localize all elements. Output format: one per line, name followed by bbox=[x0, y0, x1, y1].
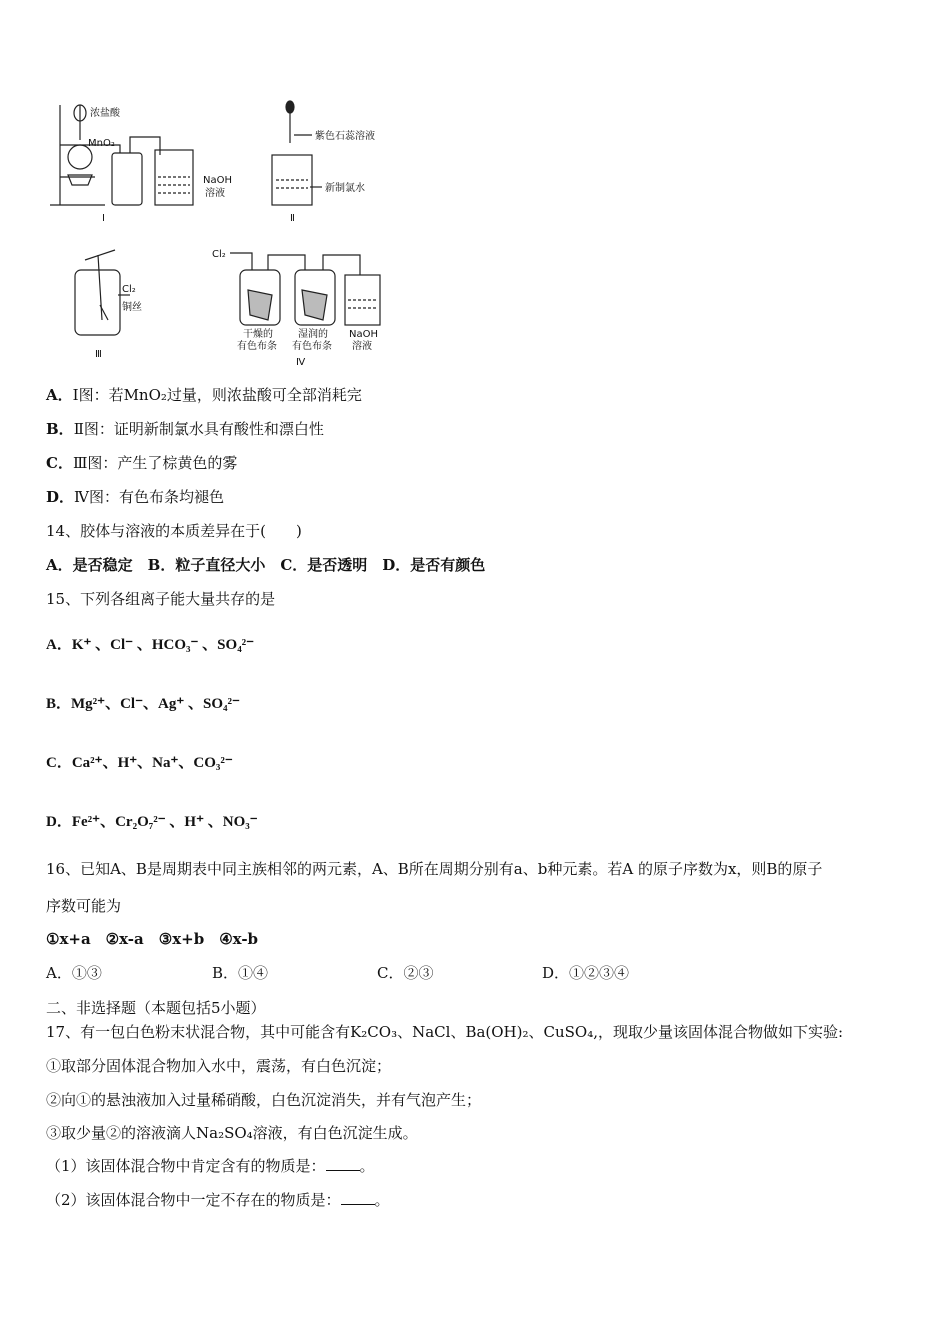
fig2-numeral: Ⅱ bbox=[290, 213, 295, 224]
fig3-label-cl2: Cl₂ bbox=[122, 284, 136, 295]
section-2-heading: 二、非选择题（本题包括5小题） bbox=[46, 999, 266, 1017]
q15-stem: 15、下列各组离子能大量共存的是 bbox=[46, 590, 276, 608]
fig1-label-naoh: NaOH bbox=[203, 175, 232, 186]
q13-option-d: D．Ⅳ图：有色布条均褪色 bbox=[46, 488, 225, 506]
fig2-label-litmus: 紫色石蕊溶液 bbox=[315, 131, 375, 142]
fig1-label-hcl: 浓盐酸 bbox=[90, 108, 120, 119]
q16-option-d: D．①②③④ bbox=[542, 964, 630, 982]
q15-option-d: D．Fe²⁺、Cr₂O₇²⁻ 、H⁺ 、NO₃⁻ bbox=[46, 814, 258, 830]
q15-option-c: C．Ca²⁺、H⁺、Na⁺、CO₃²⁻ bbox=[46, 755, 233, 771]
q17-step-2: ②向①的悬浊液加入过量稀硝酸，白色沉淀消失，并有气泡产生； bbox=[46, 1091, 482, 1109]
q13-option-c: C．Ⅲ图：产生了棕黄色的雾 bbox=[46, 454, 238, 472]
q17-sub-question-1: （1）该固体混合物中肯定含有的物质是： 。 bbox=[46, 1157, 375, 1175]
q16-stem-line2: 序数可能为 bbox=[46, 897, 122, 915]
fig4-label-dry-1: 干燥的 bbox=[243, 329, 273, 340]
answer-blank-2[interactable] bbox=[341, 1192, 375, 1205]
q16-option-a: A．①③ bbox=[46, 964, 102, 982]
q14-stem: 14、胶体与溶液的本质差异在于( ) bbox=[46, 522, 302, 540]
q17-step-1: ①取部分固体混合物加入水中，震荡，有白色沉淀； bbox=[46, 1057, 392, 1075]
q15-option-a: A．K⁺ 、Cl⁻ 、HCO₃⁻ 、SO₄²⁻ bbox=[46, 637, 255, 653]
fig4-label-wet-2: 有色布条 bbox=[292, 341, 332, 352]
q14-options: A．是否稳定 B．粒子直径大小 C．是否透明 D．是否有颜色 bbox=[46, 556, 486, 574]
fig4-label-dry-2: 有色布条 bbox=[237, 341, 277, 352]
fig3-numeral: Ⅲ bbox=[95, 349, 102, 360]
fig4-label-naoh: NaOH bbox=[349, 329, 378, 340]
apparatus-figures bbox=[40, 95, 400, 370]
q16-option-b: B．①④ bbox=[212, 964, 269, 982]
q17-sub-question-2: （2）该固体混合物中一定不存在的物质是： 。 bbox=[46, 1191, 390, 1209]
fig2-label-chlorine-water: 新制氯水 bbox=[325, 183, 365, 194]
fig4-label-solution: 溶液 bbox=[352, 341, 372, 352]
fig4-label-wet-1: 湿润的 bbox=[298, 329, 328, 340]
fig3-label-copper: 铜丝 bbox=[122, 302, 142, 313]
q16-option-c: C．②③ bbox=[377, 964, 434, 982]
fig1-label-mno2: MnO₂ bbox=[88, 138, 115, 149]
fig4-label-cl2: Cl₂ bbox=[212, 249, 226, 260]
fig1-numeral: Ⅰ bbox=[102, 213, 105, 224]
q16-stem-line1: 16、已知A、B是周期表中同主族相邻的两元素，A、B所在周期分别有a、b种元素。若A 的原子序数为x，则B的原子 bbox=[46, 860, 823, 878]
q17-stem: 17、有一包白色粉末状混合物，其中可能含有K₂CO₃、NaCl、Ba(OH)₂、CuSO₄,，现取少量该固体混合物做如下实验: bbox=[46, 1023, 844, 1041]
answer-blank-1[interactable] bbox=[326, 1158, 360, 1171]
fig4-numeral: Ⅳ bbox=[296, 357, 306, 368]
q13-option-b: B．Ⅱ图：证明新制氯水具有酸性和漂白性 bbox=[46, 420, 324, 438]
fig1-label-solution: 溶液 bbox=[205, 188, 225, 199]
q17-step-3: ③取少量②的溶液滴人Na₂SO₄溶液，有白色沉淀生成。 bbox=[46, 1124, 418, 1142]
q16-choices: ①x+a ②x-a ③x+b ④x-b bbox=[46, 930, 259, 948]
q15-option-b: B．Mg²⁺、Cl⁻、Ag⁺ 、SO₄²⁻ bbox=[46, 696, 240, 712]
q13-option-a: A．Ⅰ图：若MnO₂过量，则浓盐酸可全部消耗完 bbox=[46, 386, 362, 404]
